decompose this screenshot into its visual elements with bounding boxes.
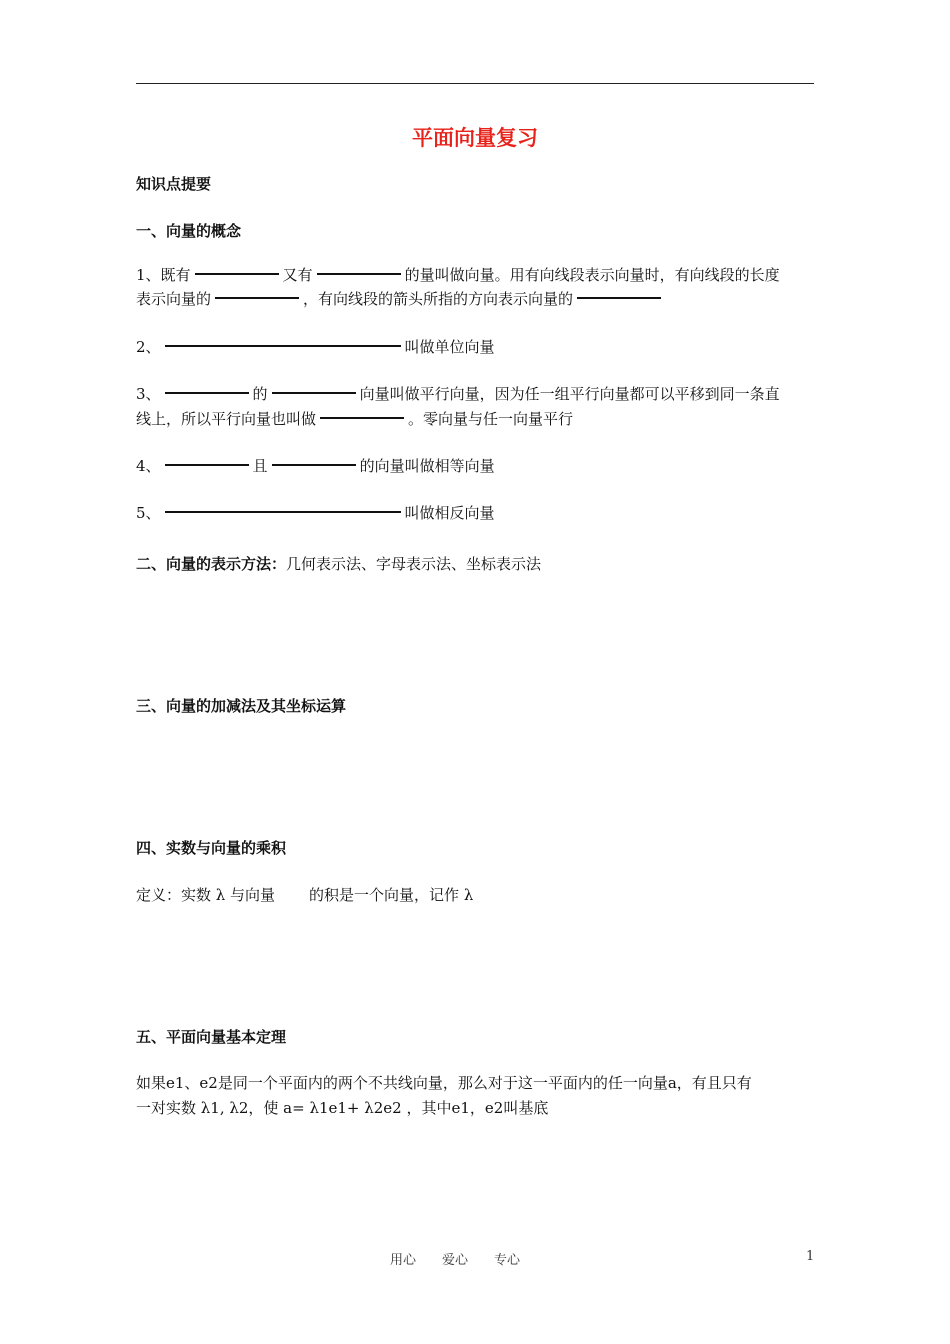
fill-blank — [165, 392, 249, 394]
fill-blank — [165, 511, 401, 513]
item-3-text-c: 向量叫做平行向量，因为任一组平行向量都可以平移到同一条直 — [359, 385, 780, 403]
section-4-definition — [136, 885, 473, 905]
fill-blank — [215, 297, 299, 299]
item-4-line — [136, 456, 495, 476]
item-2-text: 叫做单位向量 — [404, 338, 495, 356]
item-3-text-e: 。零向量与任一向量平行 — [408, 410, 574, 428]
section-2-text: 几何表示法、字母表示法、坐标表示法 — [286, 555, 542, 573]
definition-text-b: 的积是一个向量，记作 λ — [309, 886, 474, 904]
item-5-line — [136, 503, 495, 523]
section-1-heading: 一、向量的概念 — [136, 222, 242, 240]
item-4-number: 4、 — [136, 457, 161, 475]
item-1-line-2 — [136, 289, 665, 309]
section-2-heading: 二、向量的表示方法： — [136, 555, 287, 573]
item-3-text-a: 3、 — [136, 385, 161, 403]
item-1-text-e: ，有向线段的箭头所指的方向表示向量的 — [303, 290, 574, 308]
item-4-text-c: 的向量叫做相等向量 — [359, 457, 495, 475]
definition-text-a: 定义：实数 λ 与向量 — [136, 886, 276, 904]
item-3-text-b: 的 — [252, 385, 268, 403]
fill-blank — [195, 273, 279, 275]
section-3-heading: 三、向量的加减法及其坐标运算 — [136, 697, 347, 715]
item-5-number: 5、 — [136, 504, 161, 522]
item-3-line-2 — [136, 409, 573, 429]
footer-motto: 用心 爱心 专心 — [390, 1253, 521, 1268]
item-3-text-d: 线上，所以平行向量也叫做 — [136, 410, 317, 428]
item-1-text-b: 又有 — [282, 266, 313, 284]
theorem-line-1: 如果e1、e2是同一个平面内的两个不共线向量，那么对于这一平面内的任一向量a，有且只有 — [136, 1074, 752, 1092]
item-2-line — [136, 337, 495, 357]
page-number: 1 — [806, 1249, 815, 1264]
fill-blank — [320, 417, 404, 419]
item-2-number: 2、 — [136, 338, 161, 356]
item-4-text-b: 且 — [252, 457, 268, 475]
header-rule — [136, 83, 814, 84]
item-1-text-c: 的量叫做向量。用有向线段表示向量时，有向线段的长度 — [404, 266, 780, 284]
item-5-text: 叫做相反向量 — [404, 504, 495, 522]
section-4-heading: 四、实数与向量的乘积 — [136, 839, 287, 857]
fill-blank — [165, 464, 249, 466]
item-1-text-a: 1、既有 — [136, 266, 191, 284]
item-1-text-d: 表示向量的 — [136, 290, 212, 308]
section-5-heading: 五、平面向量基本定理 — [136, 1028, 287, 1046]
fill-blank — [272, 392, 356, 394]
summary-heading: 知识点提要 — [136, 175, 212, 193]
fill-blank — [272, 464, 356, 466]
fill-blank — [165, 345, 401, 347]
fill-blank — [317, 273, 401, 275]
page-title: 平面向量复习 — [412, 126, 538, 150]
fill-blank — [577, 297, 661, 299]
item-3-line-1 — [136, 384, 780, 404]
section-2-line — [136, 554, 541, 574]
theorem-line-2: 一对实数 λ1, λ2，使 a= λ1e1+ λ2e2 ，其中e1，e2叫基底 — [136, 1099, 549, 1117]
item-1-line-1 — [136, 265, 780, 285]
